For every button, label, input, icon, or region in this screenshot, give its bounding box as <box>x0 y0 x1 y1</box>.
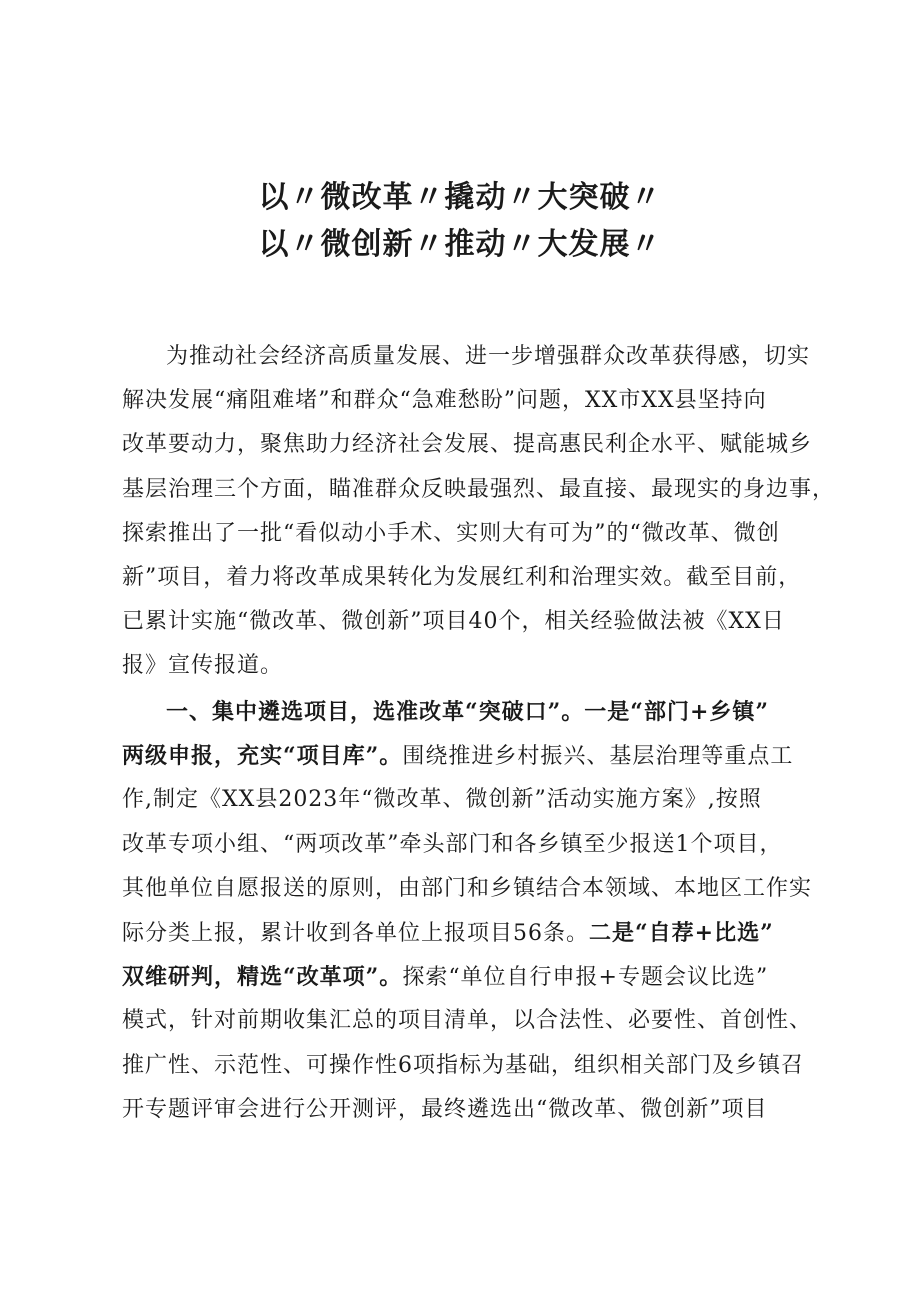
paragraph-line <box>122 734 802 778</box>
section-heading-line: 一、集中遴选项目，选准改革“突破口”。一是“部门+乡镇” <box>166 699 770 725</box>
paragraph-line: 改革专项小组、“两项改革”牵头部门和各乡镇至少报送1个项目， <box>122 831 783 857</box>
paragraph-line: 解决发展“痛阻难堵”和群众“急难愁盼”问题，XX市XX县坚持向 <box>122 388 767 414</box>
body-text: 探索“单位自行申报+专题会议比选” <box>402 965 769 991</box>
paragraph-line: 推广性、示范性、可操作性6项指标为基础，组织相关部门及乡镇召 <box>122 1052 804 1078</box>
document-title-line-2: 以〃微创新〃推动〃大发展〃 <box>258 227 662 262</box>
paragraph-line <box>122 911 802 955</box>
paragraph-line: 已累计实施“微改革、微创新”项目40个，相关经验做法被《XX日 <box>122 609 785 635</box>
sub-heading-text: 双维研判，精选“改革项”。 <box>122 964 403 991</box>
section-one-paragraph <box>122 690 813 1132</box>
paragraph-line: 改革要动力，聚焦助力经济社会发展、提高惠民利企水平、赋能城乡 <box>122 432 813 458</box>
paragraph-line: 报》宣传报道。 <box>122 653 284 679</box>
intro-paragraph <box>122 335 836 689</box>
paragraph-line: 模式，针对前期收集汇总的项目清单，以合法性、必要性、首创性、 <box>122 1008 813 1034</box>
paragraph-line <box>122 955 802 999</box>
paragraph-line: 新”项目，着力将改革成果转化为发展红利和治理实效。截至目前， <box>122 564 802 590</box>
body-text: 围绕推进乡村振兴、基层治理等重点工 <box>402 744 794 770</box>
sub-heading-text: 两级申报，充实“项目库”。 <box>122 743 403 770</box>
paragraph-line: 基层治理三个方面，瞄准群众反映最强烈、最直接、最现实的身边事， <box>122 476 836 502</box>
paragraph-line: 作,制定《XX县2023年“微改革、微创新”活动实施方案》,按照 <box>122 787 762 813</box>
paragraph-line: 探索推出了一批“看似动小手术、实则大有可为”的“微改革、微创 <box>122 520 780 546</box>
body-text: 际分类上报，累计收到各单位上报项目56条。 <box>122 920 589 946</box>
sub-heading-text: 二是“自荐+比选” <box>589 919 774 946</box>
paragraph-line: 为推动社会经济高质量发展、进一步增强群众改革获得感，切实 <box>166 344 811 369</box>
paragraph-line: 开专题评审会进行公开测评，最终遴选出“微改革、微创新”项目 <box>122 1096 768 1122</box>
paragraph-line: 其他单位自愿报送的原则，由部门和乡镇结合本领域、本地区工作实 <box>122 875 813 901</box>
document-title-line-1: 以〃微改革〃撬动〃大突破〃 <box>258 180 662 215</box>
